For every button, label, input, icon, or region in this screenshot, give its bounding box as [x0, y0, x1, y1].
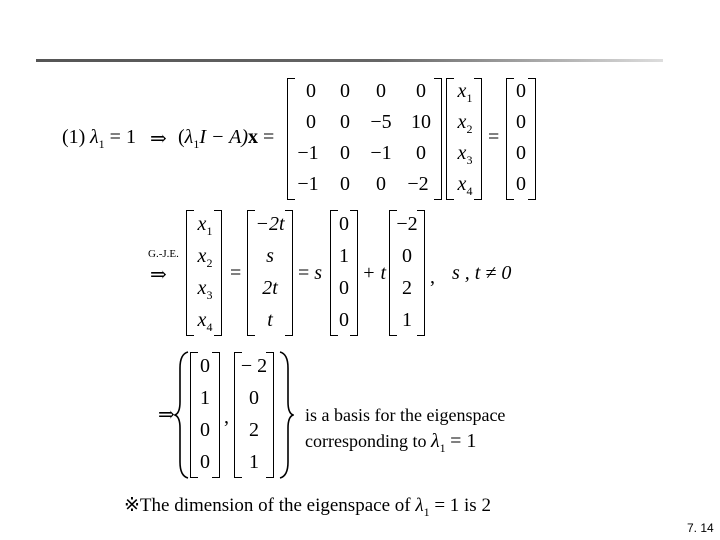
- equals-4: =: [298, 262, 310, 284]
- comma-separator-2: ,: [224, 406, 229, 428]
- vector-entry: 2t: [262, 277, 278, 299]
- vector-entry: $x_2$: [197, 245, 213, 270]
- lambda-index-2: 1: [193, 137, 200, 151]
- part-label-text: (1): [62, 126, 86, 148]
- vector-entry: 1: [402, 309, 412, 331]
- characteristic-expression: [178, 126, 274, 152]
- vector-entry: 0: [339, 309, 349, 331]
- matrix-cell: −1: [297, 142, 319, 164]
- vector-entry: 0: [402, 245, 412, 267]
- vector-entry: 1: [339, 245, 349, 267]
- vector-entry: $x_3$: [197, 277, 213, 302]
- vector-entry: s: [266, 245, 274, 267]
- parametric-vector: [247, 210, 293, 336]
- lambda-symbol-2: λ: [184, 126, 194, 148]
- eigenvalue-equals-one: = 1: [109, 126, 136, 148]
- matrix-cell: −2: [407, 173, 429, 195]
- lambda-index-3: 1: [439, 441, 446, 455]
- coefficient-s: s: [314, 262, 323, 284]
- vector-entry: $x_4$: [457, 173, 473, 198]
- zero-vector: [506, 78, 536, 200]
- vector-entry: $x_1$: [457, 80, 473, 105]
- basis-lambda-equals: = 1: [450, 430, 477, 452]
- coefficient-matrix: [287, 78, 442, 200]
- bold-x: x: [248, 126, 259, 148]
- basis-vector-t: [389, 210, 425, 336]
- vector-entry: 0: [516, 142, 526, 164]
- vector-entry: $x_1$: [197, 213, 213, 238]
- lambda-symbol-4: λ: [415, 495, 424, 516]
- basis-statement-line2: [305, 430, 476, 456]
- matrix-cell: 0: [340, 111, 350, 133]
- basis-statement-text: corresponding to: [305, 431, 427, 451]
- matrix-cell: 0: [376, 80, 386, 102]
- unknown-vector-2: [186, 210, 222, 336]
- vector-entry: $x_2$: [457, 111, 473, 136]
- plus-t-term: + t: [362, 262, 387, 284]
- parameter-condition: s , t ≠ 0: [452, 262, 512, 284]
- implies-arrow-2: ⇒: [150, 264, 167, 286]
- title-divider: [36, 59, 663, 62]
- dimension-note-prefix: ※The dimension of the eigenspace of: [124, 495, 416, 516]
- scalar-s-term: [298, 262, 322, 285]
- vector-entry: 0: [200, 451, 210, 473]
- vector-entry: 0: [200, 355, 210, 377]
- vector-entry: t: [267, 309, 273, 331]
- matrix-cell: −1: [370, 142, 392, 164]
- comma-separator: ,: [430, 266, 435, 288]
- eigenvalue-equation: [90, 126, 136, 152]
- gauss-jordan-label: G.-J.E.: [148, 248, 179, 260]
- implies-arrow-3: ⇒: [158, 404, 175, 426]
- equals-1: =: [263, 126, 275, 148]
- matrix-cell: −1: [297, 173, 319, 195]
- basis-vector-2: [234, 352, 274, 478]
- matrix-cell: 0: [306, 80, 316, 102]
- open-paren: (: [178, 126, 185, 148]
- basis-vector-1: [190, 352, 220, 478]
- vector-entry: 2: [402, 277, 412, 299]
- matrix-cell: 0: [416, 80, 426, 102]
- vector-entry: −2t: [255, 213, 285, 235]
- vector-entry: 0: [200, 419, 210, 441]
- vector-entry: 1: [249, 451, 259, 473]
- vector-entry: −2: [396, 213, 418, 235]
- matrix-cell: 0: [306, 111, 316, 133]
- lambda-index: 1: [98, 137, 105, 151]
- vector-entry: 2: [249, 419, 259, 441]
- vector-entry: $x_3$: [457, 142, 473, 167]
- lambda-index-4: 1: [423, 505, 430, 519]
- basis-vector-s: [330, 210, 358, 336]
- matrix-cell: 0: [340, 142, 350, 164]
- left-brace-icon: [174, 350, 190, 480]
- dimension-note: [124, 494, 491, 520]
- lambda-i-minus-a: I − A): [199, 126, 249, 148]
- equals-3: =: [230, 262, 242, 284]
- vector-entry: 0: [339, 277, 349, 299]
- lambda-symbol-3: λ: [430, 430, 440, 452]
- matrix-cell: 0: [340, 80, 350, 102]
- vector-entry: 0: [339, 213, 349, 235]
- part-label: [62, 126, 85, 149]
- lambda-symbol: λ: [90, 126, 99, 148]
- matrix-cell: −5: [370, 111, 392, 133]
- vector-entry: − 2: [240, 355, 268, 377]
- page-number: 7. 14: [687, 521, 714, 535]
- vector-entry: 0: [516, 111, 526, 133]
- dimension-note-suffix: = 1 is 2: [429, 495, 491, 516]
- matrix-cell: 0: [416, 142, 426, 164]
- vector-entry: $x_4$: [197, 309, 213, 334]
- unknown-vector: [446, 78, 482, 200]
- vector-entry: 0: [516, 80, 526, 102]
- vector-entry: 0: [249, 387, 259, 409]
- vector-entry: 1: [200, 387, 210, 409]
- right-brace-icon: [278, 350, 294, 480]
- vector-entry: 0: [516, 173, 526, 195]
- basis-statement-line1: is a basis for the eigenspace: [305, 405, 506, 425]
- implies-arrow-1: ⇒: [150, 128, 167, 150]
- matrix-cell: 0: [376, 173, 386, 195]
- matrix-cell: 10: [411, 111, 431, 133]
- matrix-cell: 0: [340, 173, 350, 195]
- equals-2: =: [488, 126, 500, 148]
